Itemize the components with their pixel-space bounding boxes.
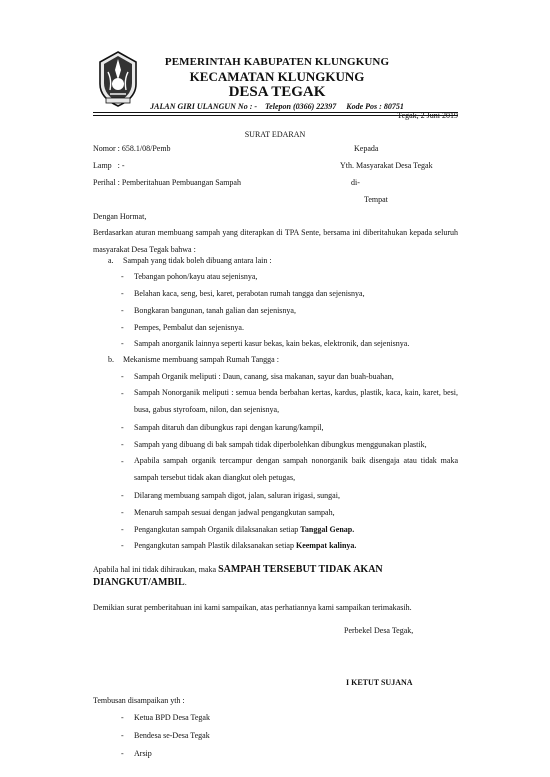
list-item: Sampah anorganik lainnya seperti kasur bekas, kain bekas, elektronik, dan sejenisnya. [134, 339, 410, 348]
signer-name: I KETUT SUJANA [346, 678, 413, 687]
letterhead-line-1: PEMERINTAH KABUPATEN KLUNGKUNG [164, 56, 390, 68]
warning-emphasis: SAMPAH TERSEBUT TIDAK AKAN DIANGKUT/AMBIL [93, 564, 383, 588]
bullet: - [121, 339, 124, 348]
recipient-kepada: Kepada [354, 144, 379, 153]
section-b-marker: b. [108, 355, 114, 364]
list-item: Pempes, Pembalut dan sejenisnya. [134, 323, 244, 332]
recipient-place: Tempat [364, 195, 388, 204]
regency-emblem-logo [96, 50, 140, 108]
letterhead-line-2: KECAMATAN KLUNGKUNG [189, 69, 365, 84]
list-item: Apabila sampah organik tercampur dengan sampah nonorganik baik disengaja atau tidak maka sampah tersebut tidak akan diangkut oleh petugas, [134, 456, 458, 482]
closing-paragraph: Demikian surat pemberitahuan ini kami sampaikan, atas perhatiannya kami sampaikan terimakasih. [93, 603, 412, 612]
list-item: Sampah yang dibuang di bak sampah tidak diperbolehkan dibungkus menggunakan plastik, [134, 440, 427, 449]
section-a-marker: a. [108, 256, 114, 265]
cc-title: Tembusan disampaikan yth : [93, 696, 185, 705]
list-item: Dilarang membuang sampah digot, jalan, saluran irigasi, sungai, [134, 491, 340, 500]
list-item [134, 525, 354, 534]
warning-end: . [184, 578, 187, 587]
intro-paragraph: Berdasarkan aturan membuang sampah yang diterapkan di TPA Sente, bersama ini diberitahukan kepada seluruh masyarakat Desa Tegak bahwa : [93, 228, 458, 254]
signer-title: Perbekel Desa Tegak, [344, 626, 414, 635]
bullet: - [121, 491, 124, 500]
list-item: Menaruh sampah sesuai dengan jadwal pengangkutan sampah, [134, 508, 335, 517]
list-item [134, 541, 356, 550]
list-item-emphasis: Keempat kalinya. [295, 541, 357, 550]
bullet: - [121, 389, 124, 398]
bullet: - [121, 541, 124, 550]
bullet: - [121, 713, 124, 722]
letterhead-line-3: DESA TEGAK [228, 84, 326, 100]
bullet: - [121, 525, 124, 534]
bullet: - [121, 508, 124, 517]
list-item: Bongkaran bangunan, tanah galian dan sejenisnya, [134, 306, 296, 315]
bullet: - [121, 731, 124, 740]
cc-item: Bendesa se-Desa Tegak [134, 731, 210, 740]
cc-item: Ketua BPD Desa Tegak [134, 713, 210, 722]
recipient-name: Yth. Masyarakat Desa Tegak [340, 161, 433, 170]
cc-item: Arsip [134, 749, 152, 758]
list-item: Sampah Nonorganik meliputi : semua benda berbahan kertas, kardus, plastik, kaca, kain, karet, besi, busa, gabus styrofoam, nilon, dan sejenisnya, [134, 388, 458, 414]
bullet: - [121, 323, 124, 332]
letter-title: SURAT EDARAN [244, 130, 306, 139]
section-a-title: Sampah yang tidak boleh dibuang antara lain : [123, 256, 272, 265]
list-item: Sampah Organik meliputi : Daun, canang, sisa makanan, sayur dan buah-buahan, [134, 372, 394, 381]
letter-subject: Perihal : Pemberitahuan Pembuangan Sampah [93, 178, 241, 187]
warning-paragraph [93, 563, 433, 589]
bullet: - [121, 440, 124, 449]
list-item: Belahan kaca, seng, besi, karet, perabotan rumah tangga dan sejenisnya, [134, 289, 365, 298]
bullet: - [121, 749, 124, 758]
bullet: - [121, 272, 124, 281]
letter-attachment: Lamp : - [93, 161, 125, 170]
bullet: - [121, 306, 124, 315]
bullet: - [121, 423, 124, 432]
greeting: Dengan Hormat, [93, 212, 147, 221]
list-item-text: Pengangkutan sampah Organik dilaksanakan setiap [134, 525, 301, 534]
recipient-di: di- [351, 178, 360, 187]
letter-date: Tegak, 2 Juni 2019 [397, 111, 458, 120]
letter-number: Nomor : 658.1/08/Pemb [93, 144, 171, 153]
list-item-text: Pengangkutan sampah Plastik dilaksanakan setiap [134, 541, 296, 550]
list-item: Tebangan pohon/kayu atau sejenisnya, [134, 272, 258, 281]
section-b-title: Mekanisme membuang sampah Rumah Tangga : [123, 355, 279, 364]
letterhead [150, 56, 404, 112]
list-item-emphasis: Tanggal Genap. [300, 525, 355, 534]
warning-text: Apabila hal ini tidak dihiraukan, maka [93, 565, 219, 574]
bullet: - [121, 372, 124, 381]
bullet: - [121, 289, 124, 298]
list-item: Sampah ditaruh dan dibungkus rapi dengan karung/kampil, [134, 423, 324, 432]
bullet: - [121, 457, 124, 466]
letterhead-address: JALAN GIRI ULANGUN No : - Telepon (0366) 22397 Kode Pos : 80751 [150, 102, 404, 111]
